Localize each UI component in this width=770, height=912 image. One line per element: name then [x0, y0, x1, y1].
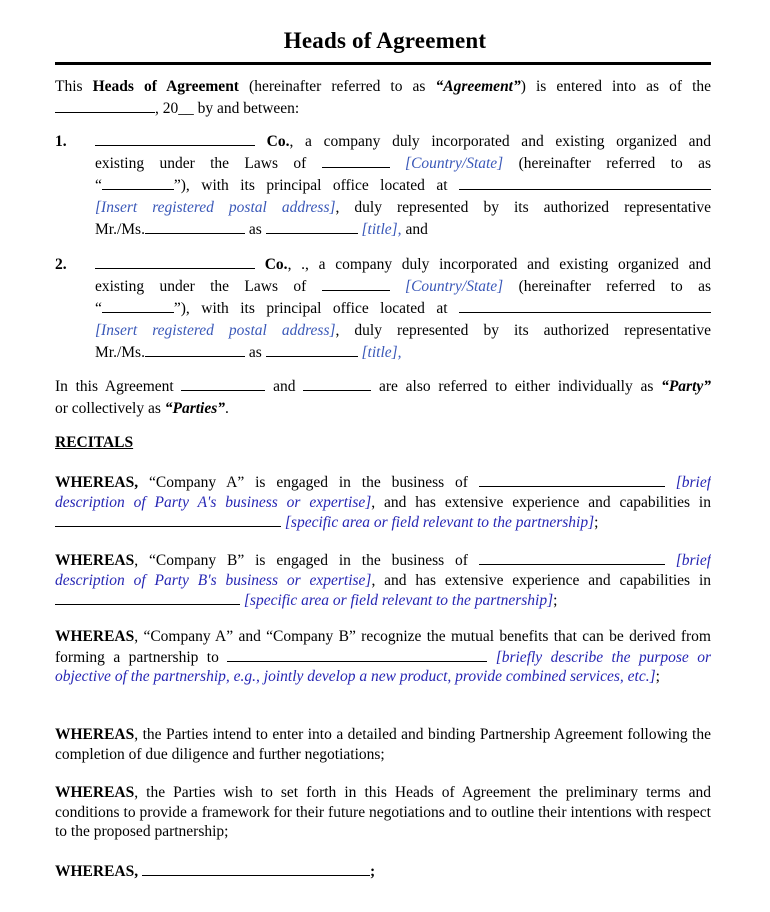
recital-3: WHEREAS, “Company A” and “Company B” recognize the mutual benefits that can be derived from forming a partnership to [briefly describe the purpose or objective of the partnership, e.g., jointly develop a new product, provide combined services, etc.]; [55, 628, 712, 685]
parties-definition: In this Agreement and are also referred to either individually as “Party” or collectively as “Parties”. [55, 378, 712, 417]
laws-blank[interactable] [322, 276, 390, 291]
intro-paragraph: This Heads of Agreement (hereinafter referred to as “Agreement”) is entered into as of the [55, 78, 712, 95]
country-placeholder: [Country/State] [405, 278, 504, 295]
page-title: Heads of Agreement [283, 28, 487, 53]
field-placeholder: [specific area or field relevant to the partnership] [284, 514, 595, 531]
field-blank[interactable] [55, 512, 281, 527]
party-2: 2. Co., ., a company duly incorporated and existing organized and existing under the Laws of [Country/State] (hereinafter referred to as “ ”), with its principal office located at [Insert registered postal address], duly represented by its authorized representative Mr./Ms. as [title], [55, 256, 711, 361]
purpose-blank[interactable] [227, 647, 487, 662]
party-number: 1. [55, 133, 67, 150]
office-address-blank[interactable] [459, 175, 711, 190]
title-blank[interactable] [266, 219, 358, 234]
business-blank[interactable] [479, 550, 665, 565]
party-b-blank[interactable] [303, 376, 371, 391]
title-blank[interactable] [266, 342, 358, 357]
recital-4: WHEREAS, the Parties intend to enter into a detailed and binding Partnership Agreement following the completion of due diligence and further negotiations; [55, 726, 711, 763]
address-placeholder: [Insert registered postal address] [95, 322, 336, 339]
party-a-blank[interactable] [181, 376, 265, 391]
recital-6: WHEREAS, ; [55, 863, 376, 880]
title-placeholder: [title], [361, 221, 402, 238]
party-1: 1. Co., a company duly incorporated and existing organized and existing under the Laws of [Country/State] (hereinafter referred to as “ ”), with its principal office located at [Insert registered postal address], duly represented by its authorized representative Mr./Ms. as [title], and [55, 133, 711, 238]
field-placeholder: [specific area or field relevant to the partnership] [243, 592, 554, 609]
company-name-blank[interactable] [95, 254, 255, 269]
intro-date-line: , 20__ by and between: [55, 98, 711, 120]
additional-recital-blank[interactable] [142, 861, 370, 876]
recital-5: WHEREAS, the Parties wish to set forth in this Heads of Agreement the preliminary terms and conditions to provide a framework for their future negotiations and to outline their intentions with respect to the proposed partnership; [55, 784, 711, 840]
party-number: 2. [55, 256, 67, 273]
field-blank[interactable] [55, 590, 240, 605]
country-placeholder: [Country/State] [405, 155, 504, 172]
representative-blank[interactable] [145, 342, 245, 357]
short-name-blank[interactable] [102, 298, 174, 313]
recitals-heading: RECITALS [55, 434, 134, 451]
business-placeholder: description of Party A's business or expertise] [55, 493, 372, 511]
address-placeholder: [Insert registered postal address] [95, 199, 336, 216]
office-address-blank[interactable] [459, 298, 711, 313]
laws-blank[interactable] [322, 153, 390, 168]
purpose-placeholder: [briefly describe the purpose or objective of the partnership, e.g., jointly develop a new product, provide combined services, etc.] [55, 648, 712, 685]
company-name-blank[interactable] [95, 131, 255, 146]
recital-1: WHEREAS, “Company A” is engaged in the business of [brief description of Party A's business or expertise], and has extensive experience and capabilities in [specific area or field relevant to the partnership]; [55, 474, 711, 531]
short-name-blank[interactable] [102, 175, 174, 190]
representative-blank[interactable] [145, 219, 245, 234]
title-placeholder: [title], [361, 344, 402, 361]
date-blank[interactable] [55, 98, 155, 113]
title-divider [55, 62, 711, 65]
recital-2: WHEREAS, “Company B” is engaged in the business of [brief description of Party B's business or expertise], and has extensive experience and capabilities in [specific area or field relevant to the partnership]; [55, 552, 711, 609]
business-blank[interactable] [479, 472, 665, 487]
business-placeholder: description of Party B's business or expertise] [55, 571, 372, 589]
